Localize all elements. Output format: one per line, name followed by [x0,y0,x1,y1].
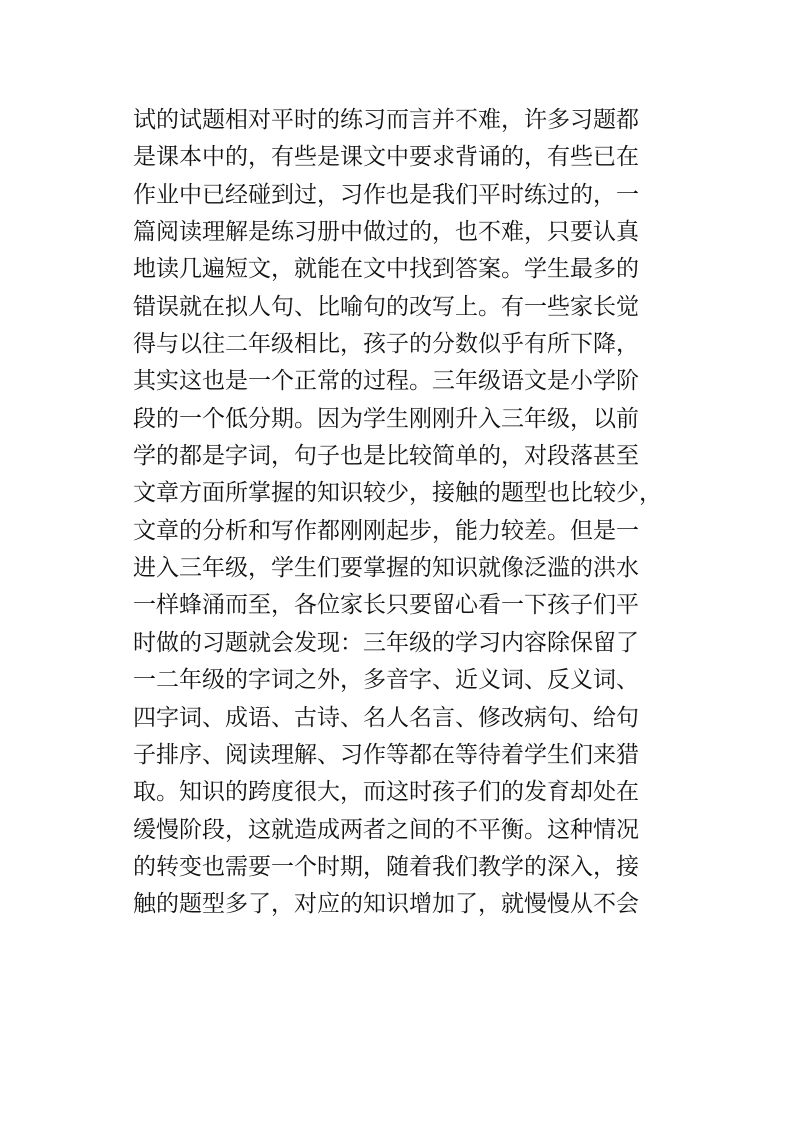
text-line: 子排序、阅读理解、习作等都在等待着学生们来猎 [133,741,639,768]
text-line: 其实这也是一个正常的过程。三年级语文是小学阶 [133,368,639,395]
text-line: 作业中已经碰到过，习作也是我们平时练过的，一 [133,181,639,208]
text-line: 地读几遍短文，就能在文中找到答案。学生最多的 [133,256,639,283]
text-line: 进入三年级，学生们要掌握的知识就像泛滥的洪水 [133,555,639,582]
text-line: 缓慢阶段，这就造成两者之间的不平衡。这种情况 [133,816,639,843]
text-line: 是课本中的，有些是课文中要求背诵的，有些已在 [133,144,639,171]
text-line: 错误就在拟人句、比喻句的改写上。有一些家长觉 [133,293,639,320]
text-line: 篇阅读理解是练习册中做过的，也不难，只要认真 [133,219,639,246]
text-line: 文章的分析和写作都刚刚起步，能力较差。但是一 [133,517,639,544]
text-line: 学的都是字词，句子也是比较简单的，对段落甚至 [133,443,639,470]
text-line: 的转变也需要一个时期，随着我们教学的深入，接 [133,853,639,880]
text-line: 文章方面所掌握的知识较少，接触的题型也比较少， [133,480,662,507]
text-line: 一二年级的字词之外，多音字、近义词、反义词、 [133,667,639,694]
text-line: 一样蜂涌而至，各位家长只要留心看一下孩子们平 [133,592,639,619]
text-line: 得与以往二年级相比，孩子的分数似乎有所下降， [133,331,639,358]
text-line: 四字词、成语、古诗、名人名言、修改病句、给句 [133,704,639,731]
text-line: 段的一个低分期。因为学生刚刚升入三年级，以前 [133,405,639,432]
text-line: 触的题型多了，对应的知识增加了，就慢慢从不会 [133,891,639,918]
body-text [133,102,678,924]
text-line: 时做的习题就会发现：三年级的学习内容除保留了 [133,629,639,656]
text-line: 取。知识的跨度很大，而这时孩子们的发育却处在 [133,779,639,806]
text-line: 试的试题相对平时的练习而言并不难，许多习题都 [133,107,639,133]
